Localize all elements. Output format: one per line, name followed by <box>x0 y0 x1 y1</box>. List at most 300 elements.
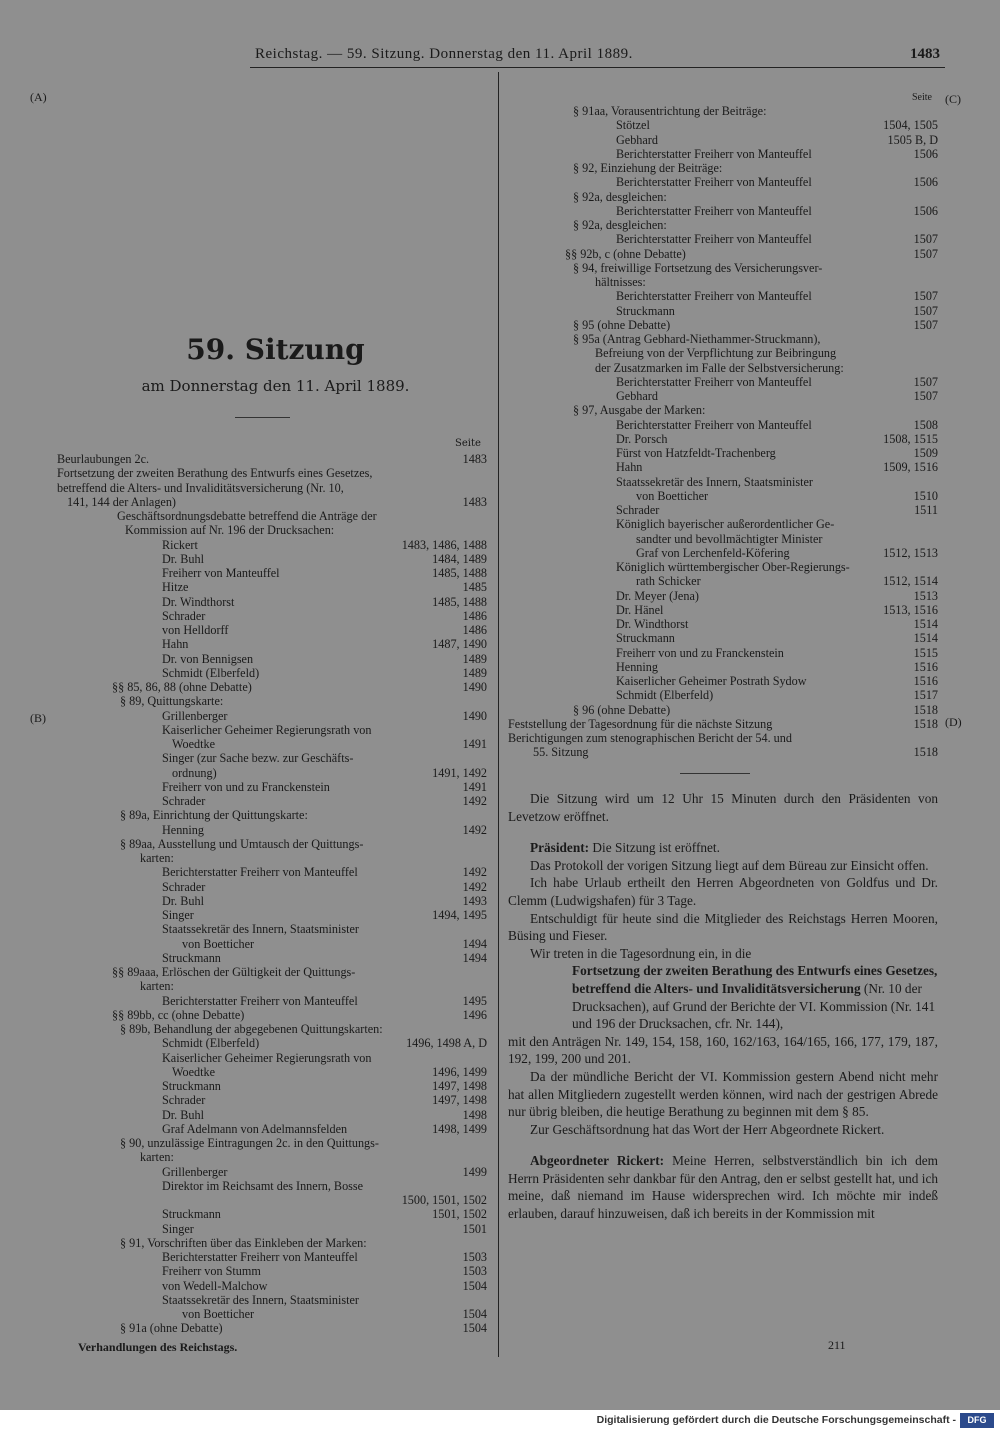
protocol-paragraph: Das Protokoll der vorigen Sitzung liegt auf dem Büreau zur Einsicht offen. <box>530 857 929 873</box>
toc-entry <box>57 908 487 922</box>
toc-entry-page: 1506 <box>910 204 938 218</box>
toc-entry-page: 1504 <box>459 1279 487 1293</box>
toc-entry <box>57 1236 487 1250</box>
speaker-text: Meine Herren, selbstverständlich bin ich dem Herrn Präsidenten sehr dankbar für den Antrag, den er selbst gestellt hat, und ich meine, daß niemand im Hause widersprechen wird. Ich möchte mir indeß erlauben, darauf hinzuweisen, daß ich bereits in der Kommission mit <box>508 1153 939 1222</box>
toc-entry-text: Dr. von Bennigsen <box>162 651 254 666</box>
toc-entry-page: 1498, 1499 <box>428 1122 487 1136</box>
session-title: 59. Sitzung <box>186 333 365 366</box>
toc-entry-text: § 92a, desgleichen: <box>573 218 667 232</box>
toc-entry-text: Dr. Buhl <box>162 893 204 908</box>
toc-entry-page: 1512, 1513 <box>879 546 938 560</box>
toc-entry-text: Schrader <box>162 879 206 894</box>
toc-entry-page: 1492 <box>459 865 487 879</box>
toc-entry-page: 1507 <box>910 304 938 318</box>
toc-entry-text: Gebhard <box>616 132 658 147</box>
toc-entry-page: 1510 <box>910 489 938 503</box>
toc-entry-text: von Boetticher <box>182 1307 255 1321</box>
toc-entry <box>508 104 938 118</box>
toc-entry-text: Berichterstatter Freiherr von Manteuffel <box>616 232 812 247</box>
credit-text: Digitalisierung gefördert durch die Deutsche Forschungsgemeinschaft - <box>596 1414 956 1426</box>
proceedings-text <box>508 790 938 1223</box>
toc-entry-text: Hahn <box>162 637 189 652</box>
toc-entry-page: 1507 <box>910 232 938 246</box>
toc-entry-page: 1504 <box>459 1321 487 1335</box>
toc-entry-text: Berichterstatter Freiherr von Manteuffel <box>616 175 812 190</box>
credit-bar <box>0 1410 1000 1432</box>
toc-entry <box>508 546 938 560</box>
toc-entry <box>508 318 938 332</box>
toc-entry <box>57 1008 487 1022</box>
toc-entry <box>57 965 487 979</box>
footer-title: Verhandlungen des Reichstags. <box>78 1340 238 1354</box>
toc-entry-text: Königlich bayerischer außerordentlicher Ge- <box>616 517 835 532</box>
toc-entry-text: Dr. Windthorst <box>616 617 689 631</box>
toc-entry-page: 1504 <box>459 1307 487 1321</box>
toc-entry <box>508 560 938 574</box>
toc-entry <box>57 1150 487 1164</box>
toc-entry-text: Struckmann <box>162 1079 221 1093</box>
toc-entry-text: Kaiserlicher Geheimer Regierungsrath von <box>162 722 372 737</box>
toc-entry <box>57 1079 487 1093</box>
toc-entry-text: von Helldorff <box>162 623 229 637</box>
toc-entry <box>57 1264 487 1278</box>
toc-entry-page: 1516 <box>910 660 938 674</box>
toc-entry-text: Berichterstatter Freiherr von Manteuffel <box>616 417 812 432</box>
toc-entry-page: 1485 <box>459 580 487 594</box>
toc-entry <box>57 951 487 965</box>
toc-entry-text: § 89aa, Ausstellung und Umtausch der Quittungs- <box>120 836 364 851</box>
toc-entry <box>57 851 487 865</box>
toc-entry-text: Freiherr von und zu Franckenstein <box>616 645 784 660</box>
toc-entry-page: 1491, 1492 <box>428 766 487 780</box>
toc-entry-text: Dr. Porsch <box>616 431 668 446</box>
toc-entry-page: 1509, 1516 <box>879 460 938 474</box>
seite-label-left: Seite <box>455 438 481 449</box>
toc-entry <box>57 979 487 993</box>
header-page-number: 1483 <box>910 46 940 62</box>
toc-entry <box>57 865 487 879</box>
toc-entry-page: 1485, 1488 <box>428 566 487 580</box>
toc-entry-page: 1508, 1515 <box>879 432 938 446</box>
toc-entry-text: § 91, Vorschriften über das Einkleben der Marken: <box>120 1235 367 1250</box>
president-label: Präsident: <box>530 840 590 856</box>
toc-entry <box>57 1036 487 1050</box>
toc-entry-text: sandter und bevollmächtigter Minister <box>636 531 823 546</box>
toc-entry-text: § 91aa, Vorausentrichtung der Beiträge: <box>573 104 767 118</box>
speaker-paragraph <box>508 1152 938 1222</box>
toc-entry-text: 141, 144 der Anlagen) <box>67 494 176 509</box>
toc-entry <box>57 1122 487 1136</box>
toc-entry-page: 1495 <box>459 994 487 1008</box>
toc-entry <box>57 709 487 723</box>
toc-entry-page: 1503 <box>459 1264 487 1278</box>
toc-entry <box>508 460 938 474</box>
toc-entry-text: Dr. Buhl <box>162 1107 204 1122</box>
toc-entry <box>57 452 487 466</box>
agenda-paragraph: Wir treten in die Tagesordnung ein, in die <box>530 945 752 961</box>
toc-entry <box>57 737 487 751</box>
toc-right-column <box>508 104 938 760</box>
toc-entry-page: 1508 <box>910 418 938 432</box>
toc-entry-text: Struckmann <box>616 303 675 318</box>
toc-entry-text: Berichterstatter Freiherr von Manteuffel <box>162 993 358 1008</box>
toc-entry <box>508 403 938 417</box>
footer-signature: 211 <box>828 1338 846 1352</box>
toc-entry-page: 1496 <box>459 1008 487 1022</box>
toc-entry-page: 1507 <box>910 289 938 303</box>
toc-entry-page: 1504, 1505 <box>879 118 938 132</box>
toc-entry-text: Berichterstatter Freiherr von Manteuffel <box>616 289 812 304</box>
toc-entry <box>508 703 938 717</box>
toc-entry-text: § 92a, desgleichen: <box>573 189 667 204</box>
toc-entry-text: § 90, unzulässige Eintragungen 2c. in den Quittungs- <box>120 1136 379 1150</box>
toc-entry-text: karten: <box>140 979 174 994</box>
toc-entry-text: Hahn <box>616 460 643 475</box>
toc-entry-page: 1491 <box>459 780 487 794</box>
toc-entry-page: 1490 <box>459 709 487 723</box>
toc-entry <box>508 418 938 432</box>
toc-entry-text: Freiherr von und zu Franckenstein <box>162 779 330 794</box>
toc-entry-text: Dr. Hänel <box>616 602 664 617</box>
toc-entry-page: 1513 <box>910 589 938 603</box>
toc-entry <box>508 731 938 745</box>
toc-entry-text: §§ 85, 86, 88 (ohne Debatte) <box>112 680 252 694</box>
toc-entry-text: Schrader <box>162 794 206 808</box>
toc-entry-text: § 92, Einziehung der Beiträge: <box>573 161 723 175</box>
toc-entry <box>508 289 938 303</box>
toc-entry <box>57 666 487 680</box>
toc-entry-text: Schrader <box>616 503 660 517</box>
toc-entry <box>57 1250 487 1264</box>
toc-entry <box>57 808 487 822</box>
toc-entry <box>57 1307 487 1321</box>
toc-entry <box>57 894 487 908</box>
toc-entry-text: der Zusatzmarken im Falle der Selbstversicherung: <box>595 360 844 375</box>
toc-entry-page: 1492 <box>459 823 487 837</box>
toc-entry <box>508 446 938 460</box>
president-text: Die Sitzung ist eröffnet. <box>592 840 720 856</box>
toc-entry-text: Staatssekretär des Innern, Staatsminister <box>616 474 813 489</box>
toc-entry <box>508 118 938 132</box>
toc-entry <box>57 766 487 780</box>
toc-entry-text: §§ 89bb, cc (ohne Debatte) <box>112 1007 245 1022</box>
seite-label-right: Seite <box>912 92 932 103</box>
toc-entry <box>57 837 487 851</box>
toc-entry-text: Kaiserlicher Geheimer Regierungsrath von <box>162 1050 372 1065</box>
toc-entry <box>57 566 487 580</box>
toc-entry-text: § 95 (ohne Debatte) <box>573 317 671 332</box>
toc-entry-text: Singer (zur Sache bezw. zur Geschäfts- <box>162 751 354 766</box>
section-rule <box>680 773 750 774</box>
toc-entry-text: Schrader <box>162 1093 206 1108</box>
toc-entry-page: 1494, 1495 <box>428 908 487 922</box>
toc-entry-text: Kaiserlicher Geheimer Postrath Sydow <box>616 674 807 688</box>
agenda-item-rest: (Nr. 10 der Drucksachen), auf Grund der Berichte der VI. Kommission (Nr. 141 und 196 der Drucksachen, cfr. Nr. 144), <box>572 980 936 1032</box>
toc-entry <box>508 332 938 346</box>
dfg-logo: DFG <box>960 1413 994 1428</box>
toc-entry-text: Schmidt (Elberfeld) <box>162 665 260 680</box>
toc-entry-text: Freiherr von Manteuffel <box>162 566 280 580</box>
toc-entry-page: 1485, 1488 <box>428 595 487 609</box>
toc-entry <box>57 509 487 523</box>
toc-entry <box>508 688 938 702</box>
toc-entry <box>508 589 938 603</box>
leave-paragraph: Ich habe Urlaub ertheilt den Herren Abgeordneten von Goldfus und Dr. Clemm (Ludwigshafen) für 3 Tage. <box>508 875 938 908</box>
margin-letter-d: (D) <box>945 715 962 729</box>
toc-entry-page: 1518 <box>910 703 938 717</box>
toc-entry <box>508 190 938 204</box>
motions-paragraph: mit den Anträgen Nr. 149, 154, 158, 160, 162/163, 164/165, 166, 177, 179, 187, 192, 199, 200 und 201. <box>508 1033 938 1067</box>
toc-entry-text: Direktor im Reichsamt des Innern, Bosse <box>162 1178 364 1193</box>
toc-entry-text: Grillenberger <box>162 1164 228 1179</box>
toc-entry-page: 1494 <box>459 937 487 951</box>
toc-entry-page: 1518 <box>910 717 938 731</box>
toc-entry <box>508 232 938 246</box>
toc-entry-page: 1501, 1502 <box>428 1207 487 1221</box>
toc-entry-text: Berichterstatter Freiherr von Manteuffel <box>162 1250 358 1264</box>
toc-entry <box>508 133 938 147</box>
toc-entry <box>57 466 487 480</box>
toc-entry <box>57 780 487 794</box>
toc-entry-page: 1489 <box>459 666 487 680</box>
session-date: am Donnerstag den 11. April 1889. <box>141 377 410 395</box>
column-divider <box>498 72 499 1357</box>
toc-entry <box>57 1222 487 1236</box>
toc-entry-text: Rickert <box>162 537 198 552</box>
toc-entry-page: 1497, 1498 <box>428 1079 487 1093</box>
toc-entry-text: Struckmann <box>616 631 675 646</box>
toc-entry-page: 1490 <box>459 680 487 694</box>
toc-entry <box>508 617 938 631</box>
toc-entry-page: 1492 <box>459 794 487 808</box>
toc-entry-text: 55. Sitzung <box>533 745 589 760</box>
toc-entry-text: Struckmann <box>162 950 221 965</box>
toc-entry <box>57 1022 487 1036</box>
toc-entry-text: § 97, Ausgabe der Marken: <box>573 403 706 418</box>
toc-entry <box>508 646 938 660</box>
toc-entry-page: 1507 <box>910 375 938 389</box>
toc-entry-page: 1483 <box>459 495 487 509</box>
toc-entry <box>508 375 938 389</box>
toc-entry <box>57 680 487 694</box>
toc-entry-text: Singer <box>162 908 194 922</box>
toc-entry-text: von Boetticher <box>636 488 709 503</box>
toc-entry <box>57 609 487 623</box>
toc-entry-page: 1501 <box>459 1222 487 1236</box>
toc-entry <box>57 1051 487 1065</box>
toc-entry <box>57 1321 487 1335</box>
toc-entry-text: karten: <box>140 1150 174 1165</box>
toc-entry-page: 1514 <box>910 617 938 631</box>
toc-entry-page: 1496, 1499 <box>428 1065 487 1079</box>
toc-entry <box>508 204 938 218</box>
toc-entry <box>508 261 938 275</box>
toc-entry <box>57 1193 487 1207</box>
toc-entry-page: 1505 B, D <box>884 133 938 147</box>
toc-entry-page: 1486 <box>459 623 487 637</box>
toc-entry-text: Dr. Meyer (Jena) <box>616 588 699 603</box>
toc-entry-page: 1517 <box>910 688 938 702</box>
toc-entry-page: 1483 <box>459 452 487 466</box>
toc-entry <box>508 346 938 360</box>
opening-paragraph: Die Sitzung wird um 12 Uhr 15 Minuten durch den Präsidenten von Levetzow eröffnet. <box>508 791 938 824</box>
toc-entry <box>508 432 938 446</box>
toc-entry <box>57 1065 487 1079</box>
toc-entry-text: Henning <box>616 659 658 674</box>
toc-entry-text: Königlich württembergischer Ober-Regierungs- <box>616 560 850 574</box>
report-paragraph: Da der mündliche Bericht der VI. Kommission gestern Abend nicht mehr hat allen Mitgliedern zugestellt werden können, wird nach der gestrigen Abrede nur übrig bleiben, die heutige Berathung zu beginnen mit dem § 85. <box>508 1068 938 1120</box>
toc-entry <box>57 580 487 594</box>
toc-entry <box>57 1136 487 1150</box>
toc-entry-text: Fürst von Hatzfeldt-Trachenberg <box>616 446 776 460</box>
excused-paragraph: Entschuldigt für heute sind die Mitglieder des Reichstags Herren Mooren, Büsing und Fieser. <box>508 910 938 944</box>
toc-entry <box>57 794 487 808</box>
toc-entry-text: hältnisses: <box>595 275 646 289</box>
toc-entry-text: betreffend die Alters- und Invaliditätsversicherung (Nr. 10, <box>57 480 344 495</box>
toc-entry-page: 1513, 1516 <box>879 603 938 617</box>
toc-entry <box>508 175 938 189</box>
toc-entry-text: §§ 89aaa, Erlöschen der Gültigkeit der Quittungs- <box>112 965 356 979</box>
toc-entry-text: Freiherr von Stumm <box>162 1264 261 1279</box>
toc-entry <box>508 574 938 588</box>
toc-entry <box>508 631 938 645</box>
toc-entry-page: 1497, 1498 <box>428 1093 487 1107</box>
toc-entry-text: Berichtigungen zum stenographischen Bericht der 54. und <box>508 731 792 745</box>
toc-entry-page: 1506 <box>910 147 938 161</box>
toc-entry-text: Staatssekretär des Innern, Staatsminister <box>162 922 359 937</box>
toc-entry <box>508 503 938 517</box>
toc-entry-page: 1506 <box>910 175 938 189</box>
toc-entry <box>57 523 487 537</box>
toc-entry-text: Stötzel <box>616 118 650 133</box>
toc-entry <box>57 538 487 552</box>
toc-entry-page: 1515 <box>910 646 938 660</box>
toc-entry <box>508 361 938 375</box>
toc-entry-text: §§ 92b, c (ohne Debatte) <box>565 246 686 261</box>
toc-entry <box>508 489 938 503</box>
toc-entry-text: § 95a (Antrag Gebhard-Niethammer-Struckmann), <box>573 332 821 346</box>
toc-entry <box>57 723 487 737</box>
toc-entry <box>508 674 938 688</box>
header-title: Reichstag. — 59. Sitzung. Donnerstag den 11. April 1889. <box>255 46 633 62</box>
toc-entry-text: § 94, freiwillige Fortsetzung des Versicherungsver- <box>573 260 823 275</box>
toc-entry-text: § 89b, Behandlung der abgegebenen Quittungskarten: <box>120 1022 383 1036</box>
toc-entry <box>508 660 938 674</box>
toc-entry-page: 1499 <box>459 1165 487 1179</box>
toc-entry <box>57 595 487 609</box>
toc-entry <box>57 652 487 666</box>
toc-entry-page: 1518 <box>910 745 938 759</box>
toc-entry-text: von Wedell-Malchow <box>162 1278 268 1293</box>
toc-entry <box>508 304 938 318</box>
agenda-item-title: Fortsetzung der zweiten Berathung des Entwurfs eines Gesetzes, betreffend die Alters- und Invaliditätsversicherung <box>572 963 938 996</box>
toc-entry-text: von Boetticher <box>182 936 255 951</box>
toc-entry-page: 1491 <box>459 737 487 751</box>
toc-entry-text: § 89a, Einrichtung der Quittungskarte: <box>120 808 308 823</box>
toc-entry <box>57 623 487 637</box>
toc-entry <box>57 1279 487 1293</box>
toc-entry <box>508 147 938 161</box>
toc-entry-text: Berichterstatter Freiherr von Manteuffel <box>616 203 812 218</box>
toc-entry-text: Hitze <box>162 580 189 595</box>
toc-entry <box>57 481 487 495</box>
toc-entry <box>57 751 487 765</box>
toc-entry-text: rath Schicker <box>636 574 701 589</box>
toc-entry-text: Woedtke <box>172 737 216 751</box>
toc-entry-page: 1509 <box>910 446 938 460</box>
toc-entry <box>508 475 938 489</box>
header-rule <box>250 67 945 68</box>
toc-entry-page: 1489 <box>459 652 487 666</box>
toc-entry-text: Schrader <box>162 608 206 623</box>
toc-entry-page: 1514 <box>910 631 938 645</box>
toc-entry-text: Henning <box>162 822 204 837</box>
toc-entry <box>57 937 487 951</box>
toc-entry-page: 1483, 1486, 1488 <box>398 538 487 552</box>
toc-entry-text: ordnung) <box>172 765 217 780</box>
toc-entry-page: 1492 <box>459 880 487 894</box>
toc-entry-text: Dr. Windthorst <box>162 594 235 609</box>
toc-entry <box>57 922 487 936</box>
toc-entry-text: Berichterstatter Freiherr von Manteuffel <box>616 374 812 389</box>
toc-entry <box>508 161 938 175</box>
toc-entry <box>57 637 487 651</box>
toc-entry <box>57 823 487 837</box>
toc-entry-text: Struckmann <box>162 1207 221 1222</box>
toc-entry-text: Staatssekretär des Innern, Staatsminister <box>162 1292 359 1307</box>
speaker-label: Abgeordneter Rickert: <box>530 1153 665 1169</box>
toc-entry-page: 1516 <box>910 674 938 688</box>
toc-entry-text: Graf von Lerchenfeld-Köfering <box>636 545 790 560</box>
toc-entry-page: 1484, 1489 <box>428 552 487 566</box>
toc-entry <box>508 247 938 261</box>
toc-entry-page: 1503 <box>459 1250 487 1264</box>
toc-entry-text: Schmidt (Elberfeld) <box>616 688 714 703</box>
president-paragraph <box>508 839 938 857</box>
toc-entry-text: Befreiung von der Verpflichtung zur Beibringung <box>595 346 837 361</box>
toc-entry-page: 1493 <box>459 894 487 908</box>
margin-letter-b: (B) <box>30 711 46 725</box>
toc-entry-page: 1486 <box>459 609 487 623</box>
toc-entry <box>57 1093 487 1107</box>
toc-entry <box>508 517 938 531</box>
floor-paragraph: Zur Geschäftsordnung hat das Wort der Herr Abgeordnete Rickert. <box>530 1121 885 1137</box>
toc-entry-text: Singer <box>162 1221 194 1236</box>
title-rule <box>235 417 290 418</box>
toc-entry-text: Kommission auf Nr. 196 der Drucksachen: <box>125 523 335 538</box>
toc-entry-text: Feststellung der Tagesordnung für die nächste Sitzung <box>508 716 773 731</box>
toc-entry-page: 1496, 1498 A, D <box>402 1036 487 1050</box>
toc-entry <box>57 1108 487 1122</box>
toc-entry-text: Berichterstatter Freiherr von Manteuffel <box>162 865 358 880</box>
toc-entry-text: § 89, Quittungskarte: <box>120 694 224 709</box>
toc-entry <box>508 745 938 759</box>
toc-entry-page: 1494 <box>459 951 487 965</box>
toc-entry <box>57 880 487 894</box>
toc-entry <box>57 994 487 1008</box>
toc-entry <box>508 532 938 546</box>
toc-entry-page: 1507 <box>910 318 938 332</box>
toc-entry-page: 1512, 1514 <box>879 574 938 588</box>
toc-entry-text: Beurlaubungen 2c. <box>57 452 150 466</box>
toc-entry-text: Geschäftsordnungsdebatte betreffend die Anträge der <box>117 509 377 523</box>
toc-entry <box>508 603 938 617</box>
margin-letter-c: (C) <box>945 92 961 106</box>
toc-entry-text: § 91a (ohne Debatte) <box>120 1321 223 1336</box>
toc-entry-text: Schmidt (Elberfeld) <box>162 1036 260 1051</box>
toc-left-column <box>57 452 487 1336</box>
toc-entry <box>508 389 938 403</box>
